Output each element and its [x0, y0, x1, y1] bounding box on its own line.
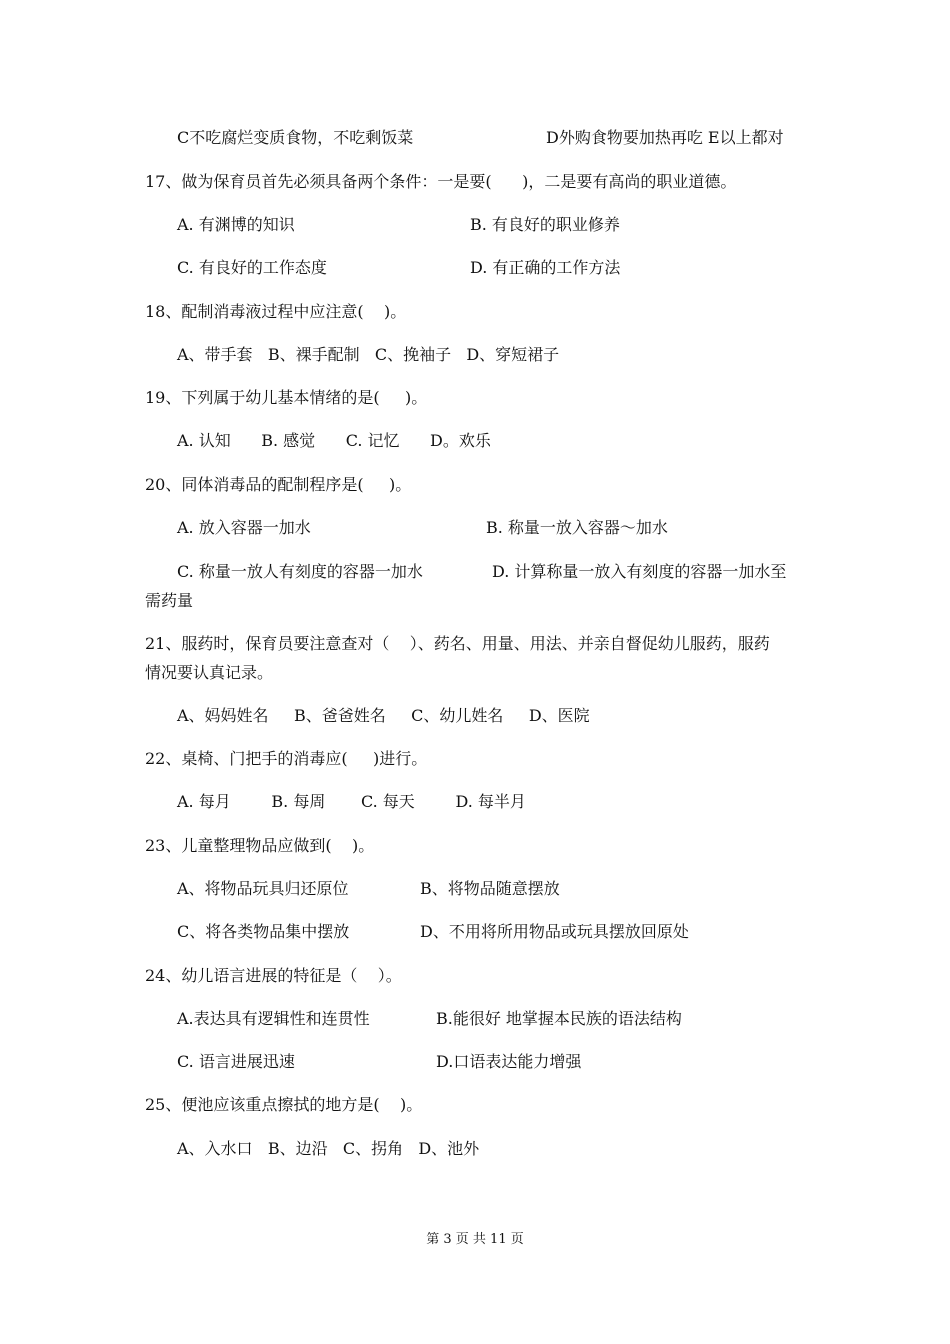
- q19-options: A. 认知 B. 感觉 C. 记忆 D。欢乐: [177, 431, 491, 450]
- q20-stem: 20、同体消毒品的配制程序是( )。: [145, 475, 412, 494]
- q25-options: A、入水口 B、边沿 C、拐角 D、池外: [177, 1139, 480, 1158]
- q23-option-d: D、不用将所用物品或玩具摆放回原处: [420, 922, 689, 941]
- q24-option-b: B.能很好 地掌握本民族的语法结构: [436, 1009, 682, 1028]
- q19-stem: 19、下列属于幼儿基本情绪的是( )。: [145, 388, 428, 407]
- q21-stem: 21、服药时，保育员要注意查对（ ）、药名、用量、用法、并亲自督促幼儿服药，服药: [145, 634, 770, 653]
- page-number-footer: 第 3 页 共 11 页: [426, 1232, 524, 1247]
- q21-options: A、妈妈姓名 B、爸爸姓名 C、幼儿姓名 D、医院: [177, 706, 590, 725]
- q17-stem: 17、做为保育员首先必须具备两个条件：一是要( )，二是要有高尚的职业道德。: [145, 172, 737, 191]
- q22-options: A. 每月 B. 每周 C. 每天 D. 每半月: [177, 792, 526, 811]
- q23-option-a: A、将物品玩具归还原位: [177, 879, 349, 898]
- q25-stem: 25、便池应该重点擦拭的地方是( )。: [145, 1095, 423, 1114]
- q17-option-d: D. 有正确的工作方法: [470, 258, 621, 277]
- q20-option-d-cont: 需药量: [145, 591, 194, 610]
- q17-option-c: C. 有良好的工作态度: [177, 258, 327, 277]
- q18-stem: 18、配制消毒液过程中应注意( )。: [145, 302, 407, 321]
- q23-stem: 23、儿童整理物品应做到( )。: [145, 836, 375, 855]
- q20-option-a: A. 放入容器一加水: [177, 518, 311, 537]
- q23-option-c: C、将各类物品集中摆放: [177, 922, 350, 941]
- q20-option-c: C. 称量一放人有刻度的容器一加水: [177, 562, 423, 581]
- q16-option-d: D外购食物要加热再吃 E以上都对: [546, 128, 784, 147]
- q24-option-a: A.表达具有逻辑性和连贯性: [177, 1009, 370, 1028]
- q18-options: A、带手套 B、裸手配制 C、挽袖子 D、穿短裙子: [177, 345, 560, 364]
- q20-option-d: D. 计算称量一放入有刻度的容器一加水至: [492, 562, 787, 581]
- q22-stem: 22、桌椅、门把手的消毒应( )进行。: [145, 749, 428, 768]
- q24-option-c: C. 语言进展迅速: [177, 1052, 295, 1071]
- q21-stem-cont: 情况要认真记录。: [145, 663, 274, 682]
- q16-option-c: C不吃腐烂变质食物，不吃剩饭菜: [177, 128, 414, 147]
- q24-option-d: D.口语表达能力增强: [436, 1052, 582, 1071]
- q20-option-b: B. 称量一放入容器～加水: [486, 518, 668, 537]
- q17-option-b: B. 有良好的职业修养: [470, 215, 620, 234]
- q24-stem: 24、幼儿语言进展的特征是（ ）。: [145, 966, 402, 985]
- q17-option-a: A. 有渊博的知识: [177, 215, 295, 234]
- q23-option-b: B、将物品随意摆放: [420, 879, 560, 898]
